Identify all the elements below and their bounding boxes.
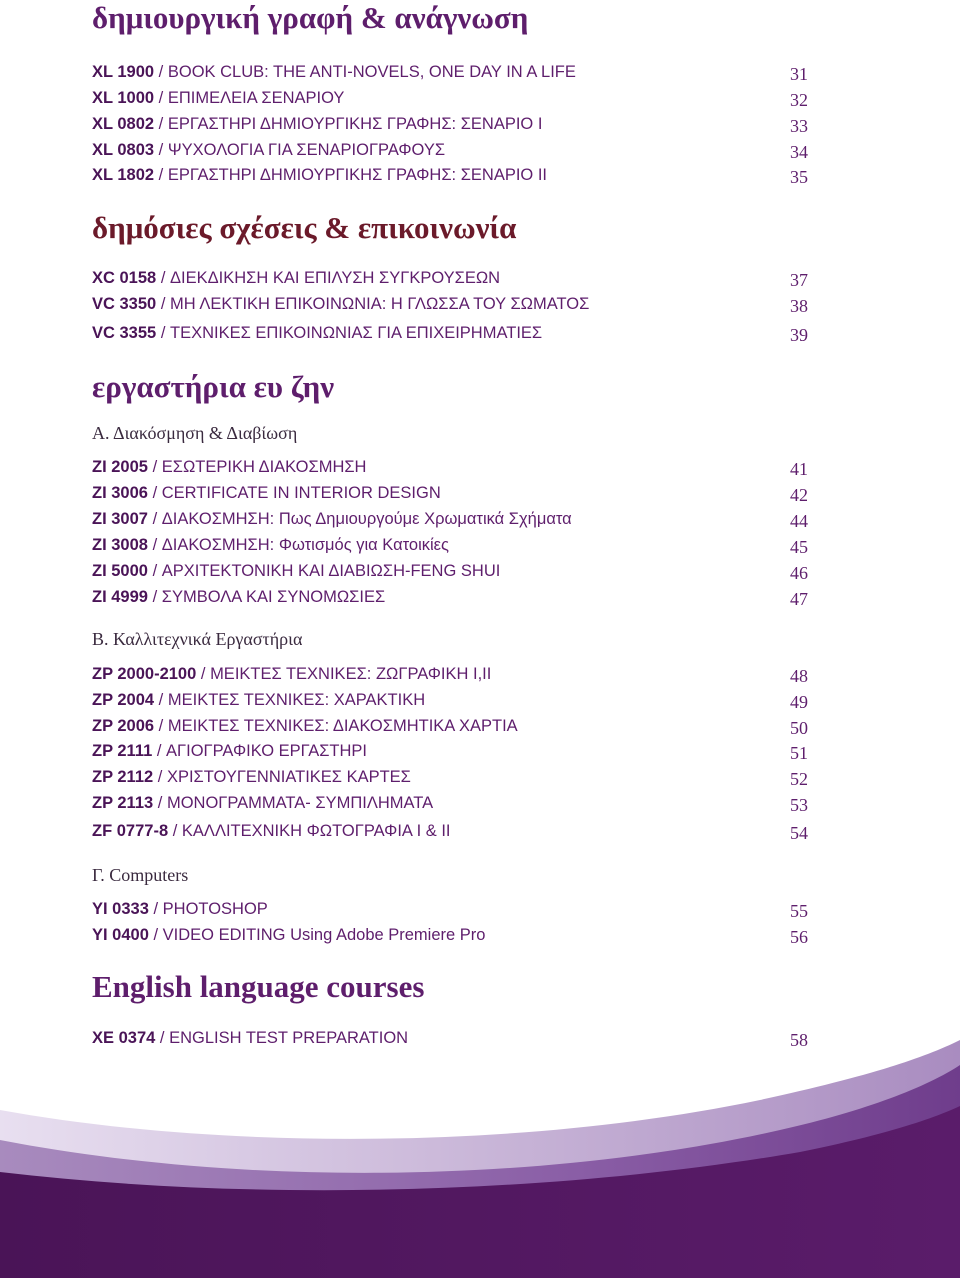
- toc-entry[interactable]: [92, 663, 808, 685]
- decorative-wave: [0, 1040, 960, 1278]
- toc-entry[interactable]: [92, 534, 808, 556]
- page-number: 35: [790, 167, 808, 187]
- separator: /: [158, 115, 164, 133]
- toc-entry[interactable]: [92, 456, 808, 478]
- separator: /: [157, 768, 163, 786]
- page-number: 55: [790, 901, 808, 921]
- course-code: XC 0158: [92, 269, 157, 287]
- course-title: ΜΕΙΚΤΕΣ ΤΕΧΝΙΚΕΣ: ΧΑΡΑΚΤΙΚΗ: [167, 691, 426, 709]
- separator: /: [156, 742, 162, 760]
- toc-entry[interactable]: [92, 820, 808, 842]
- page-number: 41: [790, 459, 808, 479]
- page-number: 45: [790, 537, 808, 557]
- course-code: YI 0400: [92, 926, 149, 944]
- toc-entry[interactable]: [92, 87, 808, 109]
- separator: /: [152, 588, 158, 606]
- course-code: ZP 2113: [92, 794, 154, 812]
- toc-entry[interactable]: [92, 792, 808, 814]
- course-title: CERTIFICATE IN INTERIOR DESIGN: [161, 484, 441, 502]
- page-number: 48: [790, 666, 808, 686]
- course-title: ΜΟΝΟΓΡΑΜΜΑΤΑ- ΣΥΜΠΙΛΗΜΑΤΑ: [166, 794, 434, 812]
- separator: /: [158, 141, 164, 159]
- section-heading-public-relations: δημόσιες σχέσεις & επικοινωνία: [92, 210, 517, 245]
- page-number: 58: [790, 1030, 808, 1050]
- toc-entry[interactable]: [92, 267, 808, 289]
- course-title: ΔΙΑΚΟΣΜΗΣΗ: Πως Δημιουργούμε Χρωματικά Σχήματα: [161, 510, 572, 528]
- course-title: ΕΣΩΤΕΡΙΚΗ ΔΙΑΚΟΣΜΗΣΗ: [161, 458, 367, 476]
- course-code: ZP 2004: [92, 691, 155, 709]
- course-code: XL 0803: [92, 141, 155, 159]
- toc-entry[interactable]: [92, 61, 808, 83]
- section-heading-creative-writing: δημιουργική γραφή & ανάγνωση: [92, 0, 529, 35]
- course-title: ENGLISH TEST PREPARATION: [169, 1029, 409, 1047]
- course-title: ΑΓΙΟΓΡΑΦΙΚΟ ΕΡΓΑΣΤΗΡΙ: [166, 742, 367, 760]
- section-heading-english: English language courses: [92, 969, 425, 1004]
- page-number: 32: [790, 90, 808, 110]
- page-number: 46: [790, 563, 808, 583]
- course-code: ZI 2005: [92, 458, 148, 476]
- toc-entry[interactable]: [92, 740, 808, 762]
- separator: /: [158, 89, 164, 107]
- toc-entry[interactable]: [92, 482, 808, 504]
- toc-entry[interactable]: [92, 113, 808, 135]
- separator: /: [200, 665, 206, 683]
- separator: /: [158, 717, 164, 735]
- course-code: ZP 2000-2100: [92, 665, 197, 683]
- separator: /: [152, 484, 158, 502]
- course-code: ZP 2006: [92, 717, 155, 735]
- course-title: ΣΥΜΒΟΛΑ ΚΑΙ ΣΥΝΟΜΩΣΙΕΣ: [161, 588, 386, 606]
- separator: /: [152, 536, 158, 554]
- separator: /: [158, 691, 164, 709]
- separator: /: [172, 822, 178, 840]
- toc-entry[interactable]: [92, 164, 808, 186]
- course-title: PHOTOSHOP: [162, 900, 268, 918]
- course-code: ZP 2111: [92, 742, 153, 760]
- page-number: 53: [790, 795, 808, 815]
- page-number: 34: [790, 142, 808, 162]
- page-number: 44: [790, 511, 808, 531]
- course-code: ZI 3008: [92, 536, 148, 554]
- toc-entry[interactable]: [92, 508, 808, 530]
- page-number: 31: [790, 64, 808, 84]
- toc-entry[interactable]: [92, 560, 808, 582]
- course-code: XE 0374: [92, 1029, 156, 1047]
- separator: /: [158, 63, 164, 81]
- course-title: ΧΡΙΣΤΟΥΓΕΝΝΙΑΤΙΚΕΣ ΚΑΡΤΕΣ: [166, 768, 411, 786]
- course-title: VIDEO EDITING Using Adobe Premiere Pro: [162, 926, 486, 944]
- toc-entry[interactable]: [92, 766, 808, 788]
- toc-entry[interactable]: [92, 293, 808, 315]
- page-number: 56: [790, 927, 808, 947]
- course-title: ΜΕΙΚΤΕΣ ΤΕΧΝΙΚΕΣ: ΔΙΑΚΟΣΜΗΤΙΚΑ ΧΑΡΤΙΑ: [167, 717, 518, 735]
- course-title: ΕΠΙΜΕΛΕΙΑ ΣΕΝΑΡΙΟΥ: [167, 89, 345, 107]
- page-number: 37: [790, 270, 808, 290]
- page-number: 39: [790, 325, 808, 345]
- course-code: XL 1900: [92, 63, 155, 81]
- course-title: ΜΗ ΛΕΚΤΙΚΗ ΕΠΙΚΟΙΝΩΝΙΑ: Η ΓΛΩΣΣΑ ΤΟΥ ΣΩΜΑΤΟΣ: [170, 295, 590, 313]
- course-code: ZI 5000: [92, 562, 148, 580]
- course-title: ΤΕΧΝΙΚΕΣ ΕΠΙΚΟΙΝΩΝΙΑΣ ΓΙΑ ΕΠΙΧΕΙΡΗΜΑΤΙΕΣ: [170, 324, 543, 342]
- separator: /: [157, 794, 163, 812]
- course-code: YI 0333: [92, 900, 149, 918]
- course-code: XL 0802: [92, 115, 155, 133]
- page-number: 47: [790, 589, 808, 609]
- page-number: 52: [790, 769, 808, 789]
- course-title: ΕΡΓΑΣΤΗΡΙ ΔΗΜΙΟΥΡΓΙΚΗΣ ΓΡΑΦΗΣ: ΣΕΝΑΡΙΟ ΙΙ: [167, 166, 548, 184]
- course-title: ΕΡΓΑΣΤΗΡΙ ΔΗΜΙΟΥΡΓΙΚΗΣ ΓΡΑΦΗΣ: ΣΕΝΑΡΙΟ Ι: [167, 115, 543, 133]
- toc-entry[interactable]: [92, 924, 808, 946]
- page-number: 50: [790, 718, 808, 738]
- course-title: ΔΙΑΚΟΣΜΗΣΗ: Φωτισμός για Κατοικίες: [161, 536, 449, 554]
- page-number: 54: [790, 823, 808, 843]
- course-title: ΑΡΧΙΤΕΚΤΟΝΙΚΗ ΚΑΙ ΔΙΑΒΙΩΣΗ-FENG SHUI: [161, 562, 501, 580]
- course-title: ΜΕΙΚΤΕΣ ΤΕΧΝΙΚΕΣ: ΖΩΓΡΑΦΙΚΗ Ι,ΙΙ: [210, 665, 492, 683]
- course-title: ΚΑΛΛΙΤΕΧΝΙΚΗ ΦΩΤΟΓΡΑΦΙΑ Ι & ΙΙ: [181, 822, 451, 840]
- course-code: ZI 4999: [92, 588, 148, 606]
- page-number: 49: [790, 692, 808, 712]
- toc-entry[interactable]: [92, 139, 808, 161]
- subheading-art-workshops: Β. Καλλιτεχνικά Εργαστήρια: [92, 629, 303, 649]
- course-code: ZI 3006: [92, 484, 148, 502]
- separator: /: [160, 324, 166, 342]
- course-code: ZP 2112: [92, 768, 154, 786]
- page-number: 42: [790, 485, 808, 505]
- toc-entry[interactable]: [92, 689, 808, 711]
- subheading-decoration: Α. Διακόσμηση & Διαβίωση: [92, 423, 298, 443]
- course-code: ZF 0777-8: [92, 822, 169, 840]
- toc-entry[interactable]: [92, 715, 808, 737]
- separator: /: [152, 510, 158, 528]
- toc-entry[interactable]: [92, 586, 808, 608]
- separator: /: [160, 295, 166, 313]
- separator: /: [158, 166, 164, 184]
- course-code: XL 1000: [92, 89, 155, 107]
- separator: /: [159, 1029, 165, 1047]
- toc-entry[interactable]: [92, 322, 808, 344]
- course-title: ΔΙΕΚΔΙΚΗΣΗ ΚΑΙ ΕΠΙΛΥΣΗ ΣΥΓΚΡΟΥΣΕΩΝ: [170, 269, 501, 287]
- section-heading-workshops: εργαστήρια ευ ζην: [92, 369, 335, 404]
- subheading-computers: Γ. Computers: [92, 865, 189, 885]
- page-number: 38: [790, 296, 808, 316]
- course-code: VC 3355: [92, 324, 157, 342]
- separator: /: [153, 900, 159, 918]
- course-code: ZI 3007: [92, 510, 148, 528]
- course-code: XL 1802: [92, 166, 155, 184]
- toc-entry[interactable]: [92, 898, 808, 920]
- course-title: BOOK CLUB: THE ANTI-NOVELS, ONE DAY IN A LIFE: [167, 63, 576, 81]
- course-code: VC 3350: [92, 295, 157, 313]
- separator: /: [152, 458, 158, 476]
- page-number: 33: [790, 116, 808, 136]
- course-title: ΨΥΧΟΛΟΓΙΑ ΓΙΑ ΣΕΝΑΡΙΟΓΡΑΦΟΥΣ: [167, 141, 446, 159]
- separator: /: [153, 926, 159, 944]
- separator: /: [152, 562, 158, 580]
- page-number: 51: [790, 743, 808, 763]
- separator: /: [160, 269, 166, 287]
